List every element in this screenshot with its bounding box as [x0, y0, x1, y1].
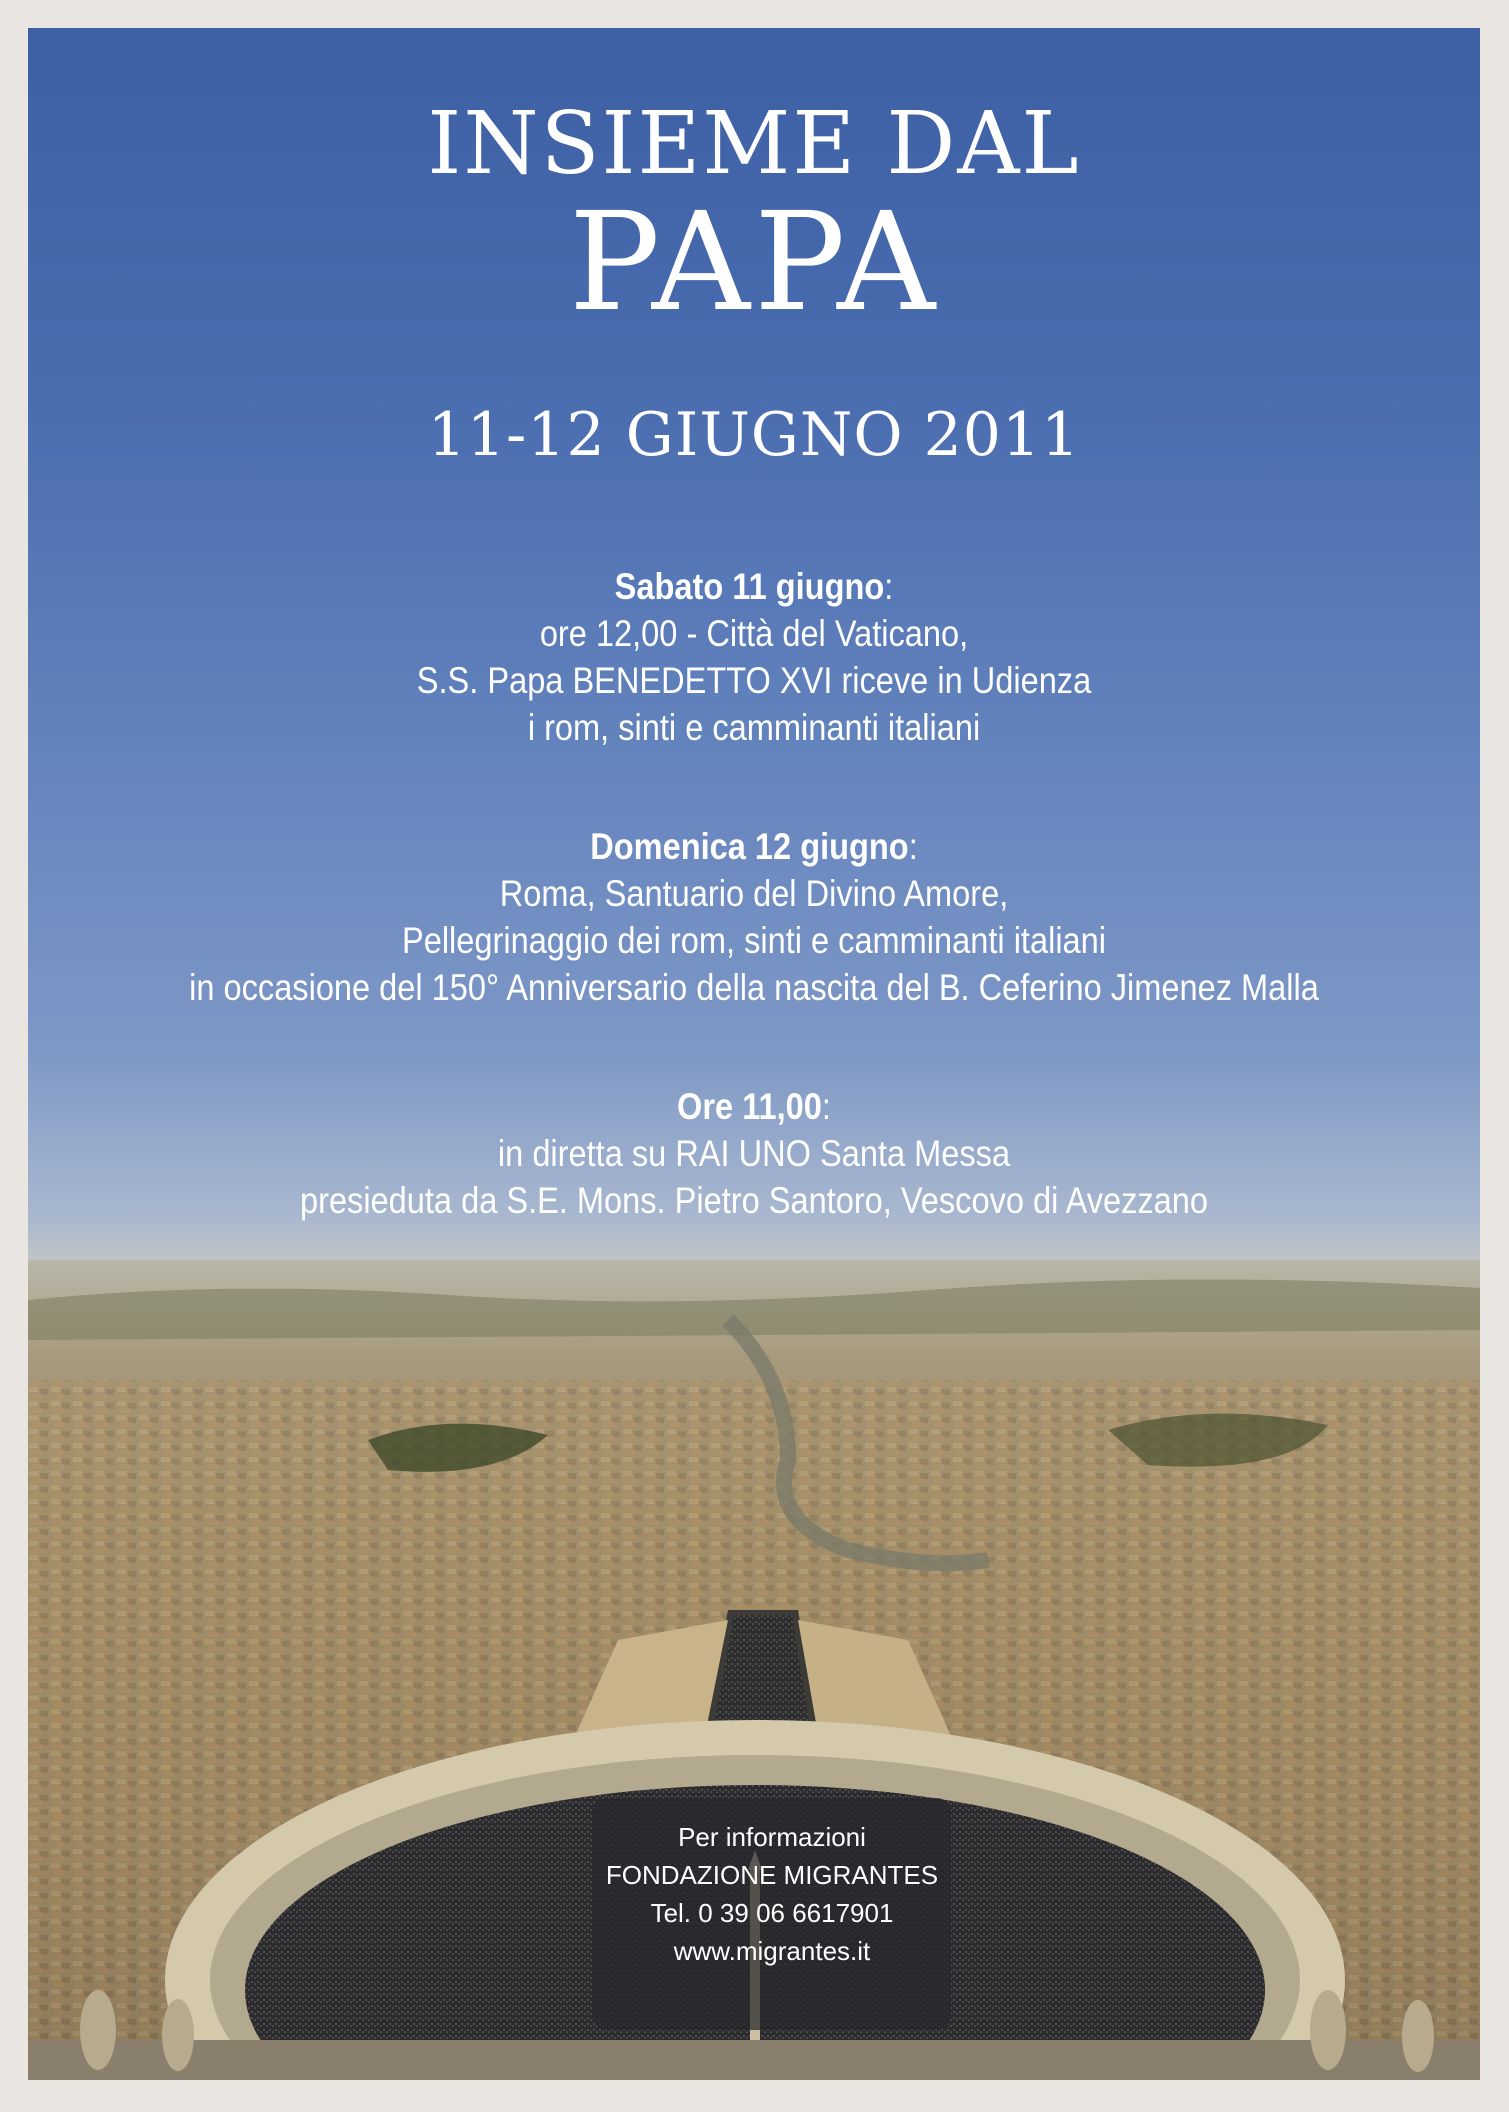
schedule-line: Pellegrinaggio dei rom, sinti e camminanti italiani	[402, 920, 1106, 961]
day-heading: Ore 11,00	[677, 1086, 822, 1127]
poster	[28, 28, 1480, 2080]
schedule-sabato	[115, 563, 1393, 751]
colon: :	[884, 566, 894, 607]
day-heading: Domenica 12 giugno	[590, 826, 909, 867]
info-phone: Tel. 0 39 06 6617901	[650, 1898, 894, 1928]
schedule-line: S.S. Papa BENEDETTO XVI riceve in Udienza	[416, 660, 1092, 701]
info-label: Per informazioni	[678, 1822, 866, 1852]
schedule-line: presieduta da S.E. Mons. Pietro Santoro, Vescovo di Avezzano	[299, 1180, 1208, 1221]
info-organization: FONDAZIONE MIGRANTES	[605, 1860, 939, 1890]
schedule-domenica	[115, 823, 1393, 1011]
colon: :	[908, 826, 918, 867]
event-dates: 11-12 GIUGNO 2011	[427, 400, 1081, 470]
info-box	[593, 1798, 951, 2030]
day-heading: Sabato 11 giugno	[614, 566, 885, 607]
schedule-line: in occasione del 150° Anniversario della nascita del B. Ceferino Jimenez Malla	[189, 967, 1319, 1008]
schedule-ore	[115, 1083, 1393, 1224]
colon: :	[821, 1086, 831, 1127]
schedule-line: Roma, Santuario del Divino Amore,	[499, 873, 1009, 914]
schedule-line: ore 12,00 - Città del Vaticano,	[539, 613, 969, 654]
schedule-line: in diretta su RAI UNO Santa Messa	[497, 1133, 1011, 1174]
title-line-1: INSIEME DAL	[427, 94, 1081, 194]
info-website[interactable]: www.migrantes.it	[673, 1936, 871, 1966]
title-line-2: PAPA	[568, 184, 940, 342]
schedule-line: i rom, sinti e camminanti italiani	[527, 707, 981, 748]
